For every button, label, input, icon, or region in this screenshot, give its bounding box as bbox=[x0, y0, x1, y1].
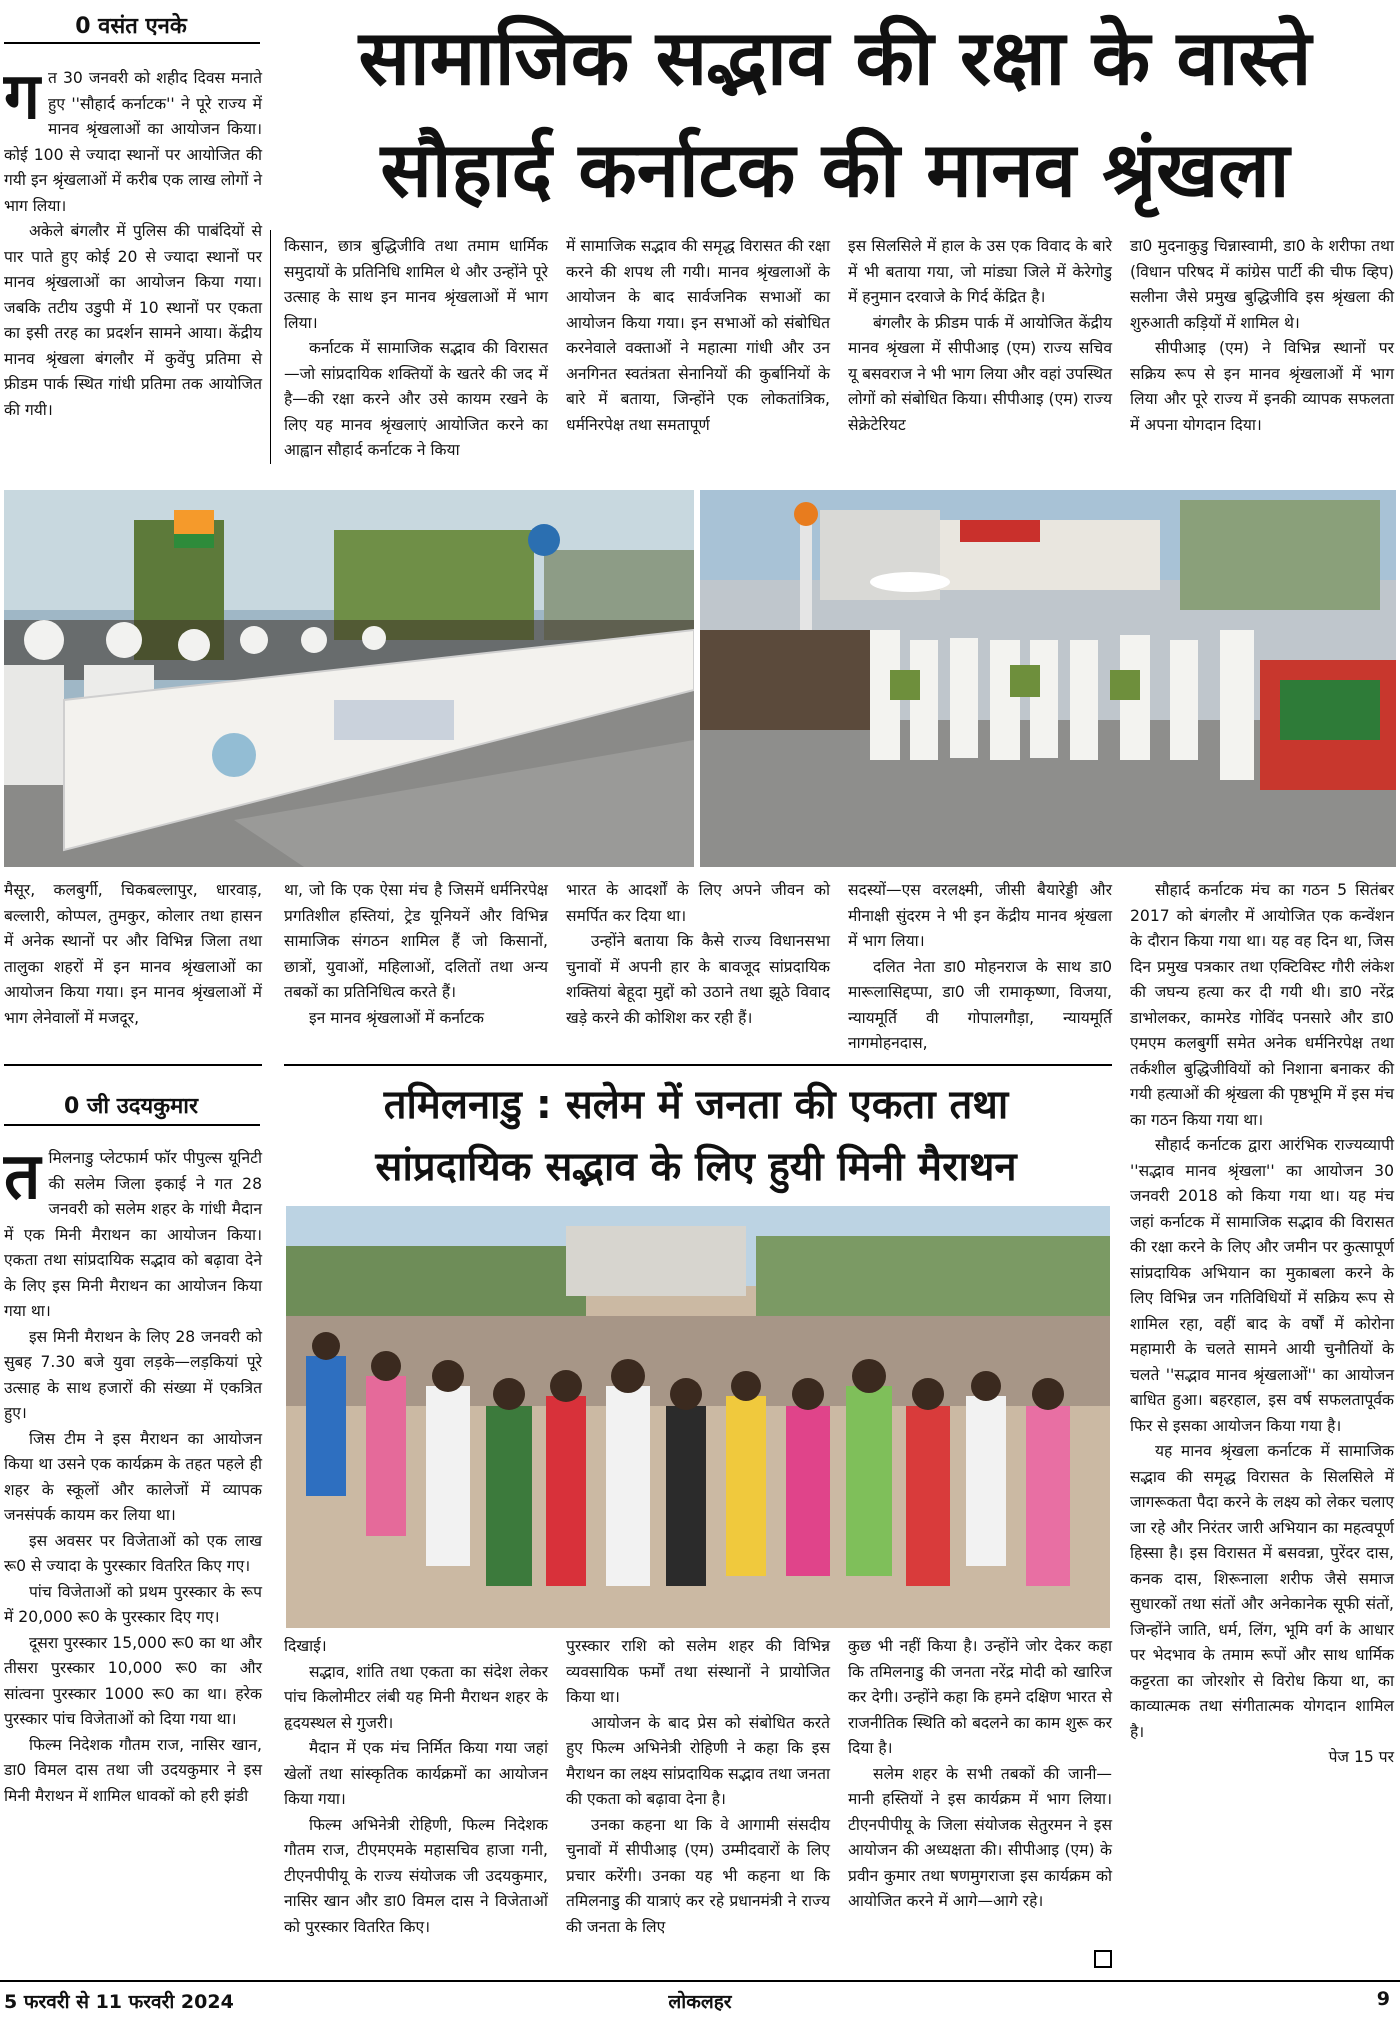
article1-col4-bot-p3: यह मानव श्रृंखला कर्नाटक में सामाजिक सद्भाव की समृद्ध विरासत के सिलसिले में जागरूकता पैदा करने के लक्ष्य को लेकर चलाए जा रहे और निरंतर जारी अभियान का महत्वपूर्ण हिस्सा है। इस विरासत में बसवन्ना, पुरेंदर दास, कनक दास, शिरूनाला शरीफ जैसे समाज सुधारकों तथा संतों और अनेकानेक सूफी संतों, जिन्होंने जाति, धर्म, लिंग, भूमि वर्ग के आधार पर भेदभाव के तमाम रूपों और साथ धार्मिक कट्टरता का जोरशोर से विरोध किया था, का काव्यात्मक तथा संगीतात्मक योगदान शामिल है। bbox=[1130, 1442, 1394, 1741]
article1-col4-top-p2: सीपीआइ (एम) ने विभिन्न स्थानों पर सक्रिय रूप से इन मानव श्रृंखलाओं में भाग लिया और पूरे राज्य में इनकी व्यापक सफलता में अपना योगदान दिया। bbox=[1130, 339, 1394, 434]
article1-col3-bot bbox=[848, 878, 1112, 1057]
article2-col0-first: मिलनाडु प्लेटफार्म फॉर पीपुल्स यूनिटी की सलेम जिला इकाई ने गत 28 जनवरी को सलेम शहर के गांधी मैदान में एक मिनी मैराथन का आयोजन किया। एकता तथा सांप्रदायिक सद्भाव को बढ़ावा देने के लिए इस मिनी मैराथन का आयोजन किया गया था। bbox=[4, 1149, 262, 1320]
article2-col0-p6: दूसरा पुरस्कार 15,000 रू0 का था और तीसरा पुरस्कार 10,000 रू0 का और सांत्वना पुरस्कार 1000 रू0 का था। हरेक पुरस्कार पांच विजेताओं को दिया गया था। bbox=[4, 1633, 262, 1728]
article2-col1-p1: सद्भाव, शांति तथा एकता का संदेश लेकर पांच किलोमीटर लंबी यह मिनी मैराथन शहर के हृदयस्थल से गुजरी। bbox=[284, 1662, 548, 1732]
article1-col4-top bbox=[1130, 234, 1394, 438]
article1-col1-top-p2: कर्नाटक में सामाजिक सद्भाव की विरासत—जो सांप्रदायिक शक्तियों के खतरे की जद में है—की रक्षा करने और उसे कायम रखने के लिए यह मानव श्रृंखलाएं आयोजित करने का आह्वान सौहार्द कर्नाटक ने किया bbox=[284, 339, 548, 459]
article1-byline: 0 वसंत एनके bbox=[75, 14, 187, 39]
article1-col4-bot-p1: सौहार्द कर्नाटक मंच का गठन 5 सितंबर 2017 को बंगलौर में आयोजित एक कन्वेंशन के दौरान किया गया था। यह वह दिन था, जिस दिन प्रमुख पत्रकार तथा एक्टिविस्ट गौरी लंकेश की जघन्य हत्या कर दी गयी थी। डा0 नरेंद्र डाभोलकर, कामरेड गोविंद पनसारे और डा0 एमएम कलबुर्गी समेत अनेक धर्मनिरपेक्ष तथा तर्कशील बुद्धिजीवियों को निशाना बनाकर की गयी हत्याओं की श्रृंखला की पृष्ठभूमि में इस मंच का गठन किया गया था। bbox=[1130, 881, 1394, 1129]
article1-col2-top-text: में सामाजिक सद्भाव की समृद्ध विरासत की रक्षा करने की शपथ ली गयी। मानव श्रृंखलाओं के आयोजन के बाद सार्वजनिक सभाओं का आयोजन किया गया। इन सभाओं को संबोधित करनेवाले वक्ताओं ने महात्मा गांधी और उन अनगिनत स्वतंत्रता सेनानियों की कुर्बानियों के बारे में बताया, जिन्होंने एक लोकतांत्रिक, धर्मनिरपेक्ष तथा समतापूर्ण bbox=[566, 237, 830, 434]
article1-col2-top bbox=[566, 234, 830, 438]
article1-col1-top-p1: किसान, छात्र बुद्धिजीवि तथा तमाम धार्मिक समुदायों के प्रतिनिधि शामिल थे और उन्होंने पूरे उत्साह के साथ इन मानव श्रृंखलाओं में भाग लिया। bbox=[284, 237, 548, 332]
article2-byline-rule-top bbox=[4, 1064, 262, 1066]
article1-headline-line1: सामाजिक सद्भाव की रक्षा के वास्ते bbox=[358, 13, 1312, 102]
article2-col0-p5: पांच विजेताओं को प्रथम पुरस्कार के रूप में 20,000 रू0 के पुरस्कार दिए गए। bbox=[4, 1582, 262, 1626]
article2-col0 bbox=[4, 1140, 262, 1809]
article1-col0-bot-text: मैसूर, कलबुर्गी, चिकबल्लापुर, धारवाड़, बल्लारी, कोप्पल, तुमकुर, कोलार तथा हासन में अनेक स्थानों पर और विभिन्न जिला तथा तालुका शहरों में इन मानव श्रृंखलाओं का आयोजन किया गया। इन मानव श्रृंखलाओं में भाग लेनेवालों में मजदूर, bbox=[4, 881, 262, 1027]
footer-page-number: 9 bbox=[1376, 1988, 1390, 2010]
footer-rule bbox=[0, 1980, 1400, 1982]
article2-col0-p3: जिस टीम ने इस मैराथन का आयोजन किया था उसने एक कार्यक्रम के तहत पहले ही शहर के स्कूलों और कालेजों में व्यापक जनसंपर्क कायम कर लिया था। bbox=[4, 1429, 262, 1524]
article1-col3-bot-p2: दलित नेता डा0 मोहनराज के साथ डा0 मारूलासिद्दप्पा, डा0 जी रामाकृष्णा, विजया, न्यायमूर्ति वी गोपालगौड़ा, न्यायमूर्ति नागमोहनदास, bbox=[848, 957, 1112, 1052]
article1-col1-bot-p2: इन मानव श्रृंखलाओं में कर्नाटक bbox=[308, 1008, 484, 1027]
article1-col3-bot-p1: सदस्यों—एस वरलक्ष्मी, जीसी बैयारेड्डी और मीनाक्षी सुंदरम ने भी इन केंद्रीय मानव श्रृंखला में भाग लिया। bbox=[848, 881, 1112, 950]
column-divider bbox=[270, 230, 271, 464]
article1-col1-top bbox=[284, 234, 548, 464]
article2-top-rule bbox=[284, 1064, 1112, 1066]
article2-col2-p1: पुरस्कार राशि को सलेम शहर की विभिन्न व्यवसायिक फर्मों तथा संस्थानों ने प्रायोजित किया था। bbox=[566, 1637, 830, 1706]
article1-col3-top bbox=[848, 234, 1112, 438]
article1-col0-p2: अकेले बंगलौर में पुलिस की पाबंदियों से पार पाते हुए कोई 20 से ज्यादा स्थानों पर मानव श्रृंखलाओं का आयोजन किया गया। जबकि तटीय उडुपी में 10 स्थानों पर एकता का इसी तरह का प्रदर्शन सामने आया। केंद्रीय मानव श्रृंखला बंगलौर में कुवेंपु प्रतिमा से फ्रीडम पार्क स्थित गांधी प्रतिमा तक आयोजित की गयी। bbox=[4, 222, 262, 419]
article2-col3 bbox=[848, 1634, 1112, 1915]
article1-col2-bot-p2: उन्होंने बताया कि कैसे राज्य विधानसभा चुनावों में अपनी हार के बावजूद सांप्रदायिक शक्तियां बेहूदा मुद्दों को उठाने तथा झूठे विवाद खड़े करने की कोशिश कर रही हैं। bbox=[566, 932, 830, 1027]
article1-col2-bot-p1: भारत के आदर्शों के लिए अपने जीवन को समर्पित कर दिया था। bbox=[566, 881, 830, 925]
article1-col0-top bbox=[4, 60, 262, 423]
article2-col1-p2: मैदान में एक मंच निर्मित किया गया जहां खेलों तथा सांस्कृतिक कार्यक्रमों का आयोजन किया गया। bbox=[284, 1739, 548, 1808]
article2-headline-line2: सांप्रदायिक सद्भाव के लिए हुयी मिनी मैराथन bbox=[375, 1144, 1017, 1190]
article1-col3-top-p2: बंगलौर के फ्रीडम पार्क में आयोजित केंद्रीय मानव श्रृंखला में सीपीआइ (एम) राज्य सचिव यू बसवराज ने भी भाग लिया और वहां उपस्थित लोगों को संबोधित किया। सीपीआइ (एम) राज्य सेक्रेटेरियट bbox=[848, 313, 1112, 434]
article1-col4-top-p1: डा0 मुदनाकुडु चिन्नास्वामी, डा0 के शरीफा तथा (विधान परिषद में कांग्रेस पार्टी की चीफ व्हिप) सलीना जैसे प्रमुख बुद्धिजीवि इस श्रृंखला की शुरुआती कड़ियों में शामिल थे। bbox=[1130, 237, 1394, 332]
article2-col2 bbox=[566, 1634, 830, 1940]
article1-headline-line2: सौहार्द कर्नाटक की मानव श्रृंखला bbox=[380, 125, 1290, 214]
article2-col3-p2: सलेम शहर के सभी तबकों की जानी—मानी हस्तियों ने इस कार्यक्रम में भाग लिया। टीएनपीपीयू के जिला संयोजक सेतुरमन ने इस आयोजन की अध्यक्षता की। सीपीआइ (एम) के प्रवीन कुमार तथा षणमुगराजा इस कार्यक्रम को आयोजित करने में आगे—आगे रहे। bbox=[848, 1764, 1112, 1910]
article2-col2-p3: उनका कहना था कि वे आगामी संसदीय चुनावों में सीपीआइ (एम) उम्मीदवारों के लिए प्रचार करेंगी। उनका यह भी कहना था कि तमिलनाडु की यात्राएं कर रहे प्रधानमंत्री ने राज्य की जनता के लिए bbox=[566, 1815, 830, 1936]
article1-col4-bot-p2: सौहार्द कर्नाटक द्वारा आरंभिक राज्यव्यापी ''सद्भाव मानव श्रृंखला'' का आयोजन 30 जनवरी 2018 को किया गया था। यह मंच जहां कर्नाटक में सामाजिक सद्भाव की विरासत की रक्षा करने के लिए और जमीन पर कुत्सापूर्ण सांप्रदायिक अभियान का मुकाबला करने के लिए विभिन्न जन गतिविधियों में सक्रिय रूप से शामिल रहा, वहीं बाद के वर्षों में कोरोना महामारी के चलते सामने आयी चुनौतियों के चलते ''सद्भाव मानव श्रृंखलाओं'' का आयोजन बाधित हुआ। बहरहाल, इस वर्ष सफलतापूर्वक फिर से इसका आयोजन किया गया है। bbox=[1130, 1136, 1394, 1435]
footer-date: 5 फरवरी से 11 फरवरी 2024 bbox=[4, 1991, 234, 2013]
human-chain-photo-left bbox=[4, 490, 694, 867]
article2-col1-p0: दिखाई। bbox=[284, 1637, 327, 1655]
article2-dropcap: त bbox=[4, 1140, 41, 1214]
article2-headline-line1: तमिलनाडु : सलेम में जनता की एकता तथा bbox=[383, 1082, 1009, 1128]
end-mark-icon bbox=[1094, 1950, 1112, 1968]
article2-col2-p2: आयोजन के बाद प्रेस को संबोधित करते हुए फिल्म अभिनेत्री रोहिणी ने कहा कि इस मैराथन का लक्ष्य सांप्रदायिक सद्भाव तथा जनता की एकता को बढ़ावा देना है। bbox=[566, 1713, 830, 1808]
article2-byline-rule bbox=[4, 1124, 260, 1126]
article1-col4-bot bbox=[1130, 878, 1394, 1771]
mini-marathon-photo bbox=[286, 1206, 1110, 1628]
article1-col0-first: त 30 जनवरी को शहीद दिवस मनाते हुए ''सौहार्द कर्नाटक'' ने पूरे राज्य में मानव श्रृंखलाओं का आयोजन किया। कोई 100 से ज्यादा स्थानों पर आयोजित की गयी इन श्रृंखलाओं में करीब एक लाख लोगों ने भाग लिया। bbox=[4, 69, 262, 215]
article1-col2-bot bbox=[566, 878, 830, 1031]
human-chain-photo-right bbox=[700, 490, 1396, 867]
article2-col3-p1: कुछ भी नहीं किया है। उन्होंने जोर देकर कहा कि तमिलनाडु की जनता नरेंद्र मोदी को खारिज कर देगी। उन्होंने कहा कि हमने दक्षिण भारत से राजनीतिक स्थिति को बदलने का काम शुरू कर दिया है। bbox=[848, 1637, 1112, 1757]
footer-paper-name: लोकलहर bbox=[668, 1991, 732, 2013]
article2-byline: 0 जी उदयकुमार bbox=[64, 1094, 198, 1119]
article1-col1-bot bbox=[284, 878, 548, 1031]
byline-rule bbox=[4, 42, 260, 44]
article2-col0-p4: इस अवसर पर विजेताओं को एक लाख रू0 से ज्यादा के पुरस्कार वितरित किए गए। bbox=[4, 1531, 262, 1575]
article1-col3-top-p1: इस सिलसिले में हाल के उस एक विवाद के बारे में भी बताया गया, जो मांड्या जिले में केरेगोडु में हनुमान दरवाजे के गिर्द केंद्रित है। bbox=[848, 237, 1112, 306]
article2-col1 bbox=[284, 1634, 548, 1940]
article1-dropcap: ग bbox=[4, 60, 41, 134]
article2-col0-p2: इस मिनी मैराथन के लिए 28 जनवरी को सुबह 7.30 बजे युवा लड़के—लड़कियां पूरे उत्साह के साथ हजारों की संख्या में एकत्रित हुए। bbox=[4, 1327, 262, 1422]
article2-col0-p7: फिल्म निदेशक गौतम राज, नासिर खान, डा0 विमल दास तथा जी उदयकुमार ने इस मिनी मैराथन में शामिल धावकों को हरी झंडी bbox=[4, 1735, 262, 1805]
article2-col1-p3: फिल्म अभिनेत्री रोहिणी, फिल्म निदेशक गौतम राज, टीएमएमके महासचिव हाजा गनी, टीएनपीपीयू के राज्य संयोजक जी उदयकुमार, नासिर खान और डा0 विमल दास ने विजेताओं को पुरस्कार वितरित किए। bbox=[284, 1815, 548, 1936]
article1-col0-bot bbox=[4, 878, 262, 1031]
article1-continued: पेज 15 पर bbox=[1328, 1748, 1394, 1766]
article1-col1-bot-p1: था, जो कि एक ऐसा मंच है जिसमें धर्मनिरपेक्ष प्रगतिशील हस्तियां, ट्रेड यूनियनें और विभिन्न सामाजिक संगठन शामिल हैं जो किसानों, छात्रों, युवाओं, महिलाओं, दलितों तथा अन्य तबकों का प्रतिनिधित्व करते हैं। bbox=[284, 881, 548, 1001]
